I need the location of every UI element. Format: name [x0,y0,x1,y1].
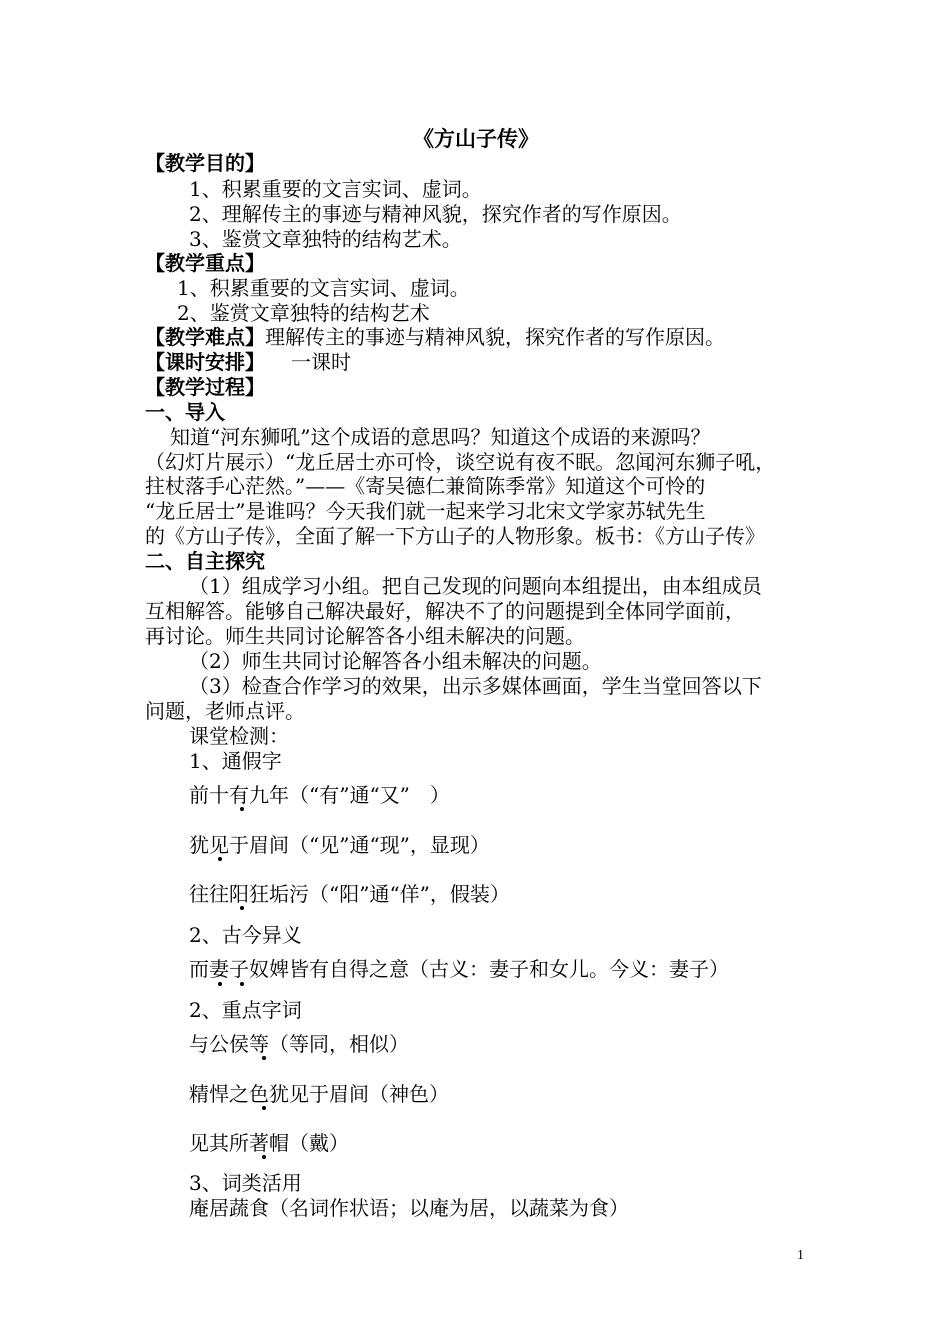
quiz-example: 与公侯等（等同，相似） [189,1032,409,1056]
difficulty-row [145,325,725,349]
key-point-item: 1、积累重要的文言实词、虚词。 [177,276,470,300]
schedule-heading: 【课时安排】 [145,350,265,374]
quiz-example: 庵居蔬食（名词作状语；以庵为居，以蔬菜为食） [189,1196,629,1220]
objectives-heading: 【教学目的】 [145,151,265,175]
difficulty-text: 理解传主的事迹与精神风貌，探究作者的写作原因。 [265,325,725,349]
explore-line: 问题，老师点评。 [145,699,305,723]
quiz-example: 犹见于眉间（“见”通“现”，显现） [189,833,490,857]
intro-line: 知道“河东狮吼”这个成语的意思吗？知道这个成语的来源吗？ [170,425,711,449]
process-heading: 【教学过程】 [145,375,265,399]
intro-line: 的《方山子传》，全面了解一下方山子的人物形象。板书：《方山子传》 [145,524,765,548]
difficulty-heading: 【教学难点】 [145,325,265,349]
emphasis-dot [240,906,244,910]
emphasis-dot [262,1056,266,1060]
zhongdian-heading: 2、重点字词 [189,998,302,1022]
quiz-example: 见其所著帽（戴） [189,1131,349,1155]
key-point-item: 2、鉴赏文章独特的结构艺术 [177,301,430,325]
gujin-heading: 2、古今异义 [189,923,302,947]
emphasis-dot [262,1155,266,1159]
explore-line: （3）检查合作学习的效果，出示多媒体画面，学生当堂回答以下 [189,674,762,698]
intro-line: 拄杖落手心茫然。”——《寄吴德仁兼简陈季常》知道这个可怜的 [145,474,706,498]
quiz-example: 精悍之色犹见于眉间（神色） [189,1082,449,1106]
explore-line: （1）组成学习小组。把自己发现的问题向本组提出，由本组成员 [189,574,762,598]
objective-item: 2、理解传主的事迹与精神风貌，探究作者的写作原因。 [189,202,682,226]
intro-line: （幻灯片展示）“龙丘居士亦可怜，谈空说有夜不眠。忽闻河东狮子吼， [145,450,776,474]
cilei-heading: 3、词类活用 [189,1171,302,1195]
emphasis-dot [218,857,222,861]
schedule-row [145,350,351,374]
schedule-text: 一课时 [291,350,351,374]
emphasis-dot [240,807,244,811]
intro-line: “龙丘居士”是谁吗？今天我们就一起来学习北宋文学家苏轼先生 [145,499,706,523]
explore-line: （2）师生共同讨论解答各小组未解决的问题。 [189,649,602,673]
emphasis-dot [218,982,222,986]
emphasis-dot [240,982,244,986]
objective-item: 1、积累重要的文言实词、虚词。 [189,177,482,201]
explore-line: 再讨论。师生共同讨论解答各小组未解决的问题。 [145,624,585,648]
objective-item: 3、鉴赏文章独特的结构艺术。 [189,227,462,251]
intro-heading: 一、导入 [145,400,225,424]
page-number: 1 [797,1248,804,1263]
explore-heading: 二、自主探究 [145,549,265,573]
explore-line: 互相解答。能够自己解决最好，解决不了的问题提到全体同学面前， [145,599,745,623]
key-points-heading: 【教学重点】 [145,251,265,275]
tongjia-heading: 1、通假字 [189,749,282,773]
explore-line: 课堂检测： [189,724,289,748]
quiz-example: 而妻子奴婢皆有自得之意（古义：妻子和女儿。今义：妻子） [189,957,729,981]
quiz-example: 前十有九年（“有”通“又” ） [189,783,450,807]
quiz-example: 往往阳狂垢污（“阳”通“佯”，假装） [189,882,510,906]
document-title: 《方山子传》 [413,127,539,151]
emphasis-dot [262,1106,266,1110]
